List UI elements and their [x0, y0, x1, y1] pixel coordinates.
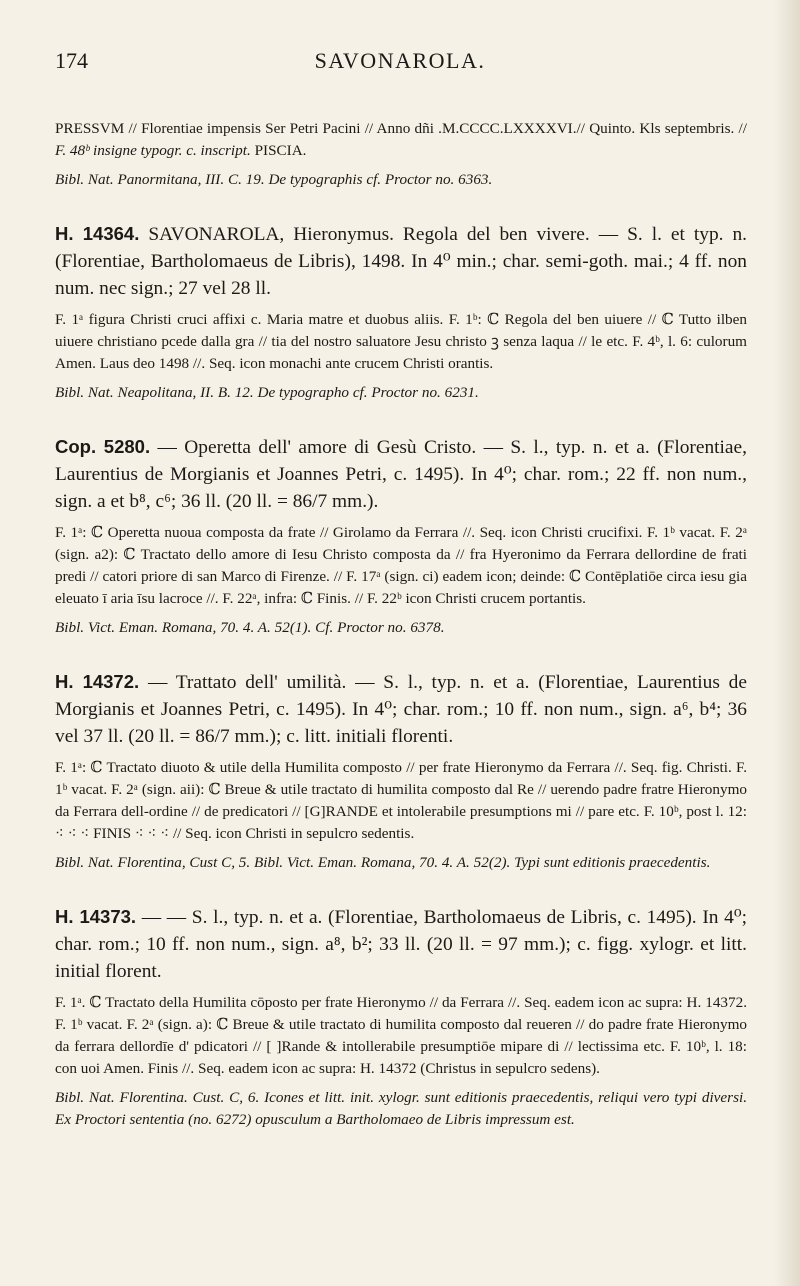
entry-id: H. 14372. [55, 671, 140, 692]
entry-heading [55, 903, 747, 985]
entry-heading [55, 220, 747, 302]
entry-collation: F. 1ᵃ. ℂ Tractato della Humilita cōposto per frate Hieronymo // da Ferrara //. Seq. eadem icon ac supra: H. 14372. F. 1ᵇ vacat. F. 2ᵃ (sign. a): ℂ Breue & utile tractato di humilita composto dal reueren // do padre frate Hieronymo da ferrara dellordīe d' pdicatori // [ ]Rande & intollerabile presumptiōe mipare di // lectissima etc. F. 10ᵇ, l. 18: con uoi Amen. Finis //. Seq. eadem icon ac supra: H. 14372 (Christus in sepulcro sedens). [55, 994, 747, 1077]
entry-description: SAVONAROLA, Hieronymus. Regola del ben vivere. — S. l. et typ. n. (Florentiae, Bartholomaeus de Libris), 1498. In 4⁰ min.; char. semi-goth. mai.; 4 ff. non num. nec sign.; 27 vel 28 ll. [55, 224, 748, 299]
prev-entry-bibl: Bibl. Nat. Panormitana, III. C. 19. De typographis cf. Proctor no. 6363. [55, 171, 493, 188]
page-edge-shadow [774, 0, 800, 1286]
entry-description: — Operetta dell' amore di Gesù Cristo. — S. l., typ. n. et a. (Florentiae, Laurentius de Morgianis et Joannes Petri, c. 1495). In 4⁰; char. rom.; 22 ff. non num., sign. a et b⁸, c⁶; 36 ll. (20 ll. = 86/7 mm.). [55, 437, 747, 512]
entry-cop5280 [55, 433, 747, 639]
imprint-folio: F. 48ᵇ insigne typogr. c. inscript. [55, 142, 251, 159]
entry-heading [55, 433, 747, 515]
page-number: 174 [55, 48, 88, 73]
entry-collation: F. 1ᵃ: ℂ Tractato diuoto & utile della Humilita composto // per frate Hieronymo da Ferrara //. Seq. fig. Christi. F. 1ᵇ vacat. F. 2ᵃ (sign. aii): ℂ Breue & utile tractato di humilita composto dal Re // uerendo padre fratre Hieronymo da Ferrara dell-ordine // de predicatori // [G]RANDE et intolerabile presumptions mi // pare etc. F. 10ᵇ, post l. 12: ⁖ ⁖ ⁖ FINIS ⁖ ⁖ ⁖ // Seq. icon Christi in sepulcro sedentis. [55, 759, 747, 842]
prev-entry-imprint [55, 118, 747, 162]
entry-bibl: Bibl. Vict. Eman. Romana, 70. 4. A. 52(1). Cf. Proctor no. 6378. [55, 619, 445, 636]
entry-h14373 [55, 903, 747, 1131]
entry-id: Cop. 5280. [55, 436, 151, 457]
entry-h14372 [55, 668, 747, 874]
prev-entry [55, 118, 747, 191]
imprint-end: PISCIA. [254, 142, 307, 159]
entry-heading [55, 668, 747, 750]
entry-bibl: Bibl. Nat. Neapolitana, II. B. 12. De typographo cf. Proctor no. 6231. [55, 384, 479, 401]
entry-id: H. 14373. [55, 906, 137, 927]
imprint-text: PRESSVM // Florentiae impensis Ser Petri Pacini // Anno dñi .M.CCCC.LXXXXVI.// Quinto. Kls septembris. // [55, 120, 747, 137]
entry-bibl: Bibl. Nat. Florentina, Cust C, 5. Bibl. Vict. Eman. Romana, 70. 4. A. 52(2). Typi sunt editionis praecedentis. [55, 854, 711, 871]
entry-description: — — S. l., typ. n. et a. (Florentiae, Bartholomaeus de Libris, c. 1495). In 4⁰; char. rom.; 10 ff. non num., sign. a⁸, b²; 33 ll. (20 ll. = 97 mm.); c. figg. xylogr. et litt. initial florent. [55, 907, 747, 982]
entry-collation: F. 1ᵃ figura Christi cruci affixi c. Maria matre et duobus aliis. F. 1ᵇ: ℂ Regola del ben uiuere // ℂ Tutto ilben uiuere christiano pcede dalla gra // tia del nostro saluatore Jesu christo ꝫ senza laqua // le etc. F. 4ᵇ, l. 6: culorum Amen. Laus deo 1498 //. Seq. icon monachi ante crucem Christi orantis. [55, 311, 747, 372]
entry-id: H. 14364. [55, 223, 140, 244]
entry-h14364 [55, 220, 747, 404]
entry-collation: F. 1ᵃ: ℂ Operetta nuoua composta da frate // Girolamo da Ferrara //. Seq. icon Christi crucifixi. F. 1ᵇ vacat. F. 2ᵃ (sign. a2): ℂ Tractato dello amore di Iesu Christo composta da // fra Hyeronimo da Ferrara dellordine de frati predi // catori priore di san Marco di Firenze. // F. 17ᵃ (sign. ci) eadem icon; deinde: ℂ Contēplatiōe circa iesu gia eleuato ī aria īsu lacroce //. F. 22ᵃ, infra: ℂ Finis. // F. 22ᵇ icon Christi crucem portantis. [55, 524, 747, 607]
running-title: SAVONAROLA. [314, 48, 486, 73]
page-content [55, 118, 747, 1131]
entry-description: — Trattato dell' umilità. — S. l., typ. n. et a. (Florentiae, Laurentius de Morgianis et Joannes Petri, c. 1495). In 4⁰; char. rom.; 10 ff. non num., sign. a⁶, b⁴; 36 vel 37 ll. (20 ll. = 86/7 mm.); c. litt. initiali florenti. [55, 672, 747, 747]
entry-bibl: Bibl. Nat. Florentina. Cust. C, 6. Icones et litt. init. xylogr. sunt editionis praecedentis, reliqui vero typi diversi. Ex Proctori sententia (no. 6272) opusculum a Bartholomaeo de Libris impressum est. [55, 1089, 747, 1128]
running-head [55, 48, 745, 84]
